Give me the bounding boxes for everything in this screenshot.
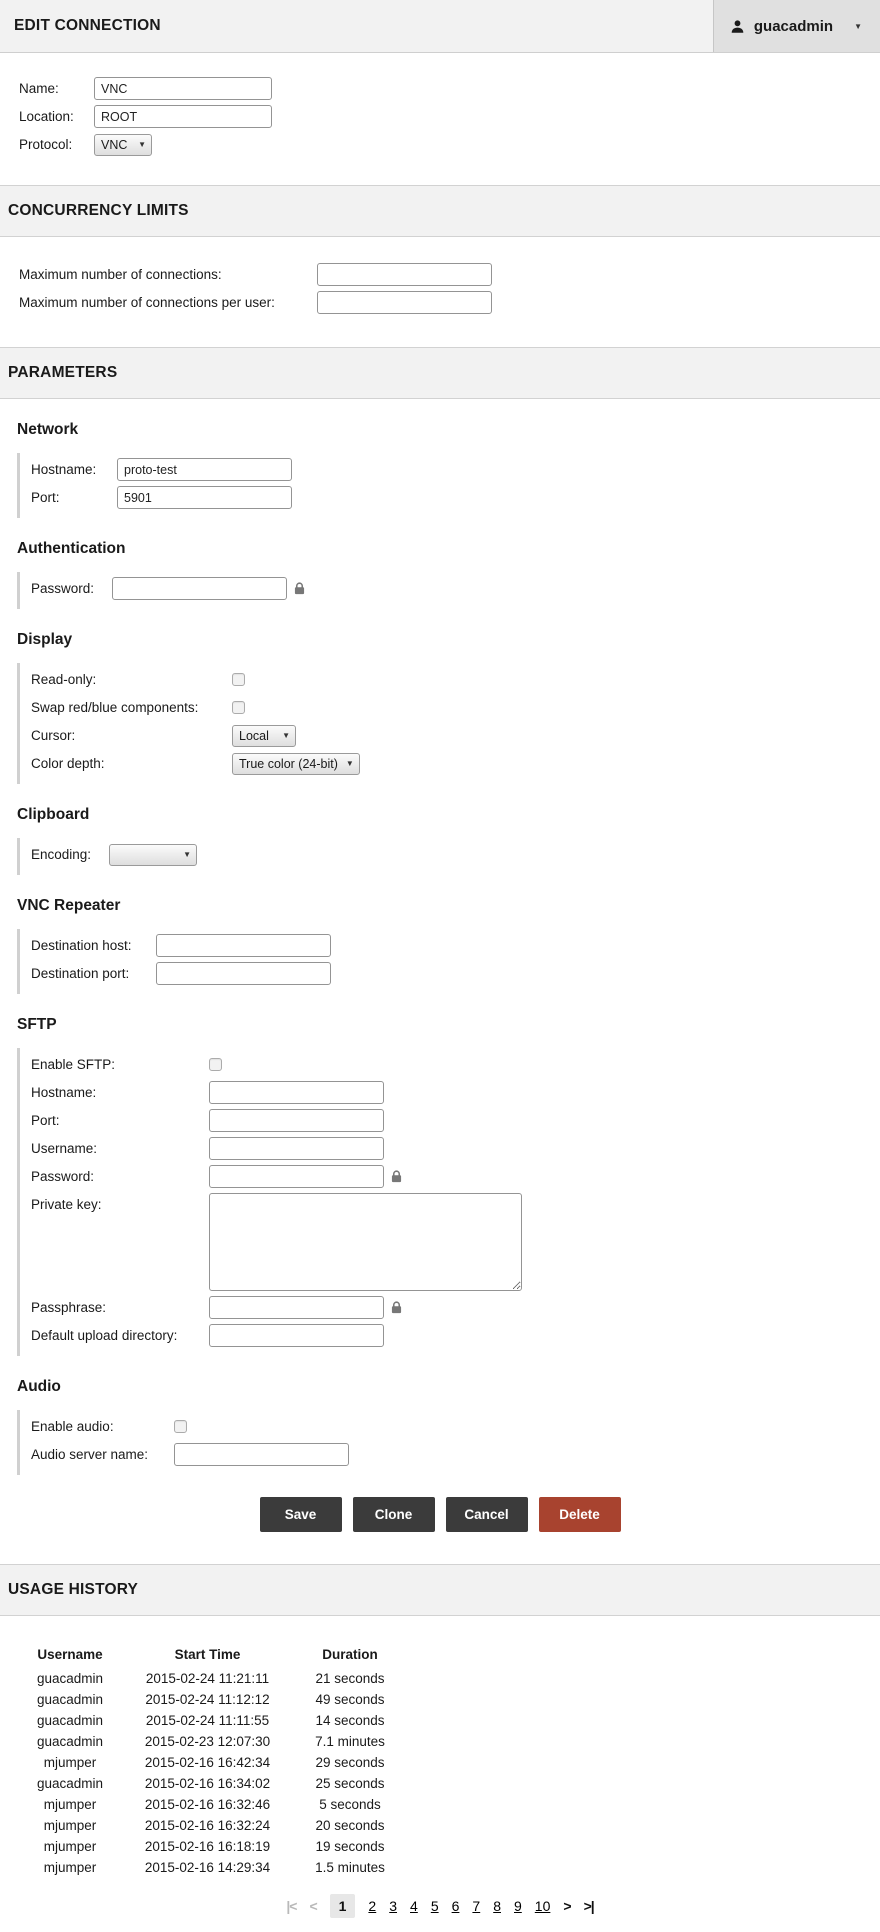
upload-directory-input[interactable]: [209, 1324, 384, 1347]
chevron-down-icon: ▼: [282, 731, 290, 740]
passphrase-input[interactable]: [209, 1296, 384, 1319]
sftp-port-input[interactable]: [209, 1109, 384, 1132]
name-label: Name:: [19, 81, 59, 96]
page-button[interactable]: 10: [534, 1898, 551, 1914]
concurrency-section: [0, 237, 880, 347]
destination-host-label: Destination host:: [31, 938, 132, 953]
color-depth-label: Color depth:: [31, 756, 105, 771]
parameters-section: [0, 421, 880, 1564]
network-heading: Network: [17, 421, 79, 438]
location-row: [19, 105, 880, 128]
first-page-icon[interactable]: |<: [286, 1898, 297, 1914]
cell-duration: 14 seconds: [315, 1713, 385, 1728]
network-fieldset: [17, 453, 880, 518]
pagination: [0, 1894, 880, 1918]
delete-button[interactable]: Delete: [539, 1497, 621, 1532]
cell-duration: 29 seconds: [315, 1755, 385, 1770]
column-header-start-time: Start Time: [174, 1647, 241, 1662]
cell-duration: 7.1 minutes: [315, 1734, 385, 1749]
sftp-username-label: Username:: [31, 1141, 98, 1156]
swap-colors-row: [31, 696, 880, 719]
cell-start-time: 2015-02-16 16:18:19: [144, 1839, 271, 1854]
name-input[interactable]: [94, 77, 272, 100]
table-row: [20, 1752, 405, 1773]
clipboard-heading: Clipboard: [17, 806, 90, 823]
enable-audio-label: Enable audio:: [31, 1419, 114, 1434]
max-connections-row: [19, 263, 880, 286]
swap-colors-checkbox[interactable]: [232, 701, 245, 714]
cancel-button[interactable]: Cancel: [446, 1497, 528, 1532]
page-button[interactable]: 6: [451, 1898, 460, 1914]
vnc-repeater-fieldset: [17, 929, 880, 994]
lock-icon: [294, 582, 305, 595]
connection-attributes: [0, 53, 880, 185]
name-row: [19, 77, 880, 100]
lock-icon: [391, 1301, 402, 1314]
user-menu-label: guacadmin: [753, 17, 834, 35]
table-row: [20, 1710, 405, 1731]
chevron-down-icon: ▼: [345, 759, 354, 768]
table-row: [20, 1731, 405, 1752]
cell-start-time: 2015-02-24 11:21:11: [145, 1671, 270, 1686]
table-header-row: [20, 1644, 405, 1668]
table-row: [20, 1857, 405, 1878]
sftp-hostname-label: Hostname:: [31, 1085, 97, 1100]
upload-directory-label: Default upload directory:: [31, 1328, 178, 1343]
destination-port-label: Destination port:: [31, 966, 130, 981]
caret-down-icon: ▼: [854, 21, 862, 31]
private-key-row: [31, 1193, 880, 1291]
cell-duration: 20 seconds: [315, 1818, 385, 1833]
port-label: Port:: [31, 490, 60, 505]
enable-sftp-row: [31, 1053, 880, 1076]
protocol-select[interactable]: [94, 134, 152, 156]
page-button-current[interactable]: 1: [330, 1894, 356, 1918]
cursor-row: [31, 724, 880, 747]
hostname-label: Hostname:: [31, 462, 97, 477]
upload-directory-row: [31, 1324, 880, 1347]
destination-port-input[interactable]: [156, 962, 331, 985]
protocol-select-value: VNC: [101, 137, 128, 152]
page-button[interactable]: 9: [514, 1898, 522, 1914]
cell-username: mjumper: [43, 1839, 97, 1854]
sftp-hostname-row: [31, 1081, 880, 1104]
sftp-fieldset: [17, 1048, 880, 1356]
cell-duration: 25 seconds: [315, 1776, 385, 1791]
cursor-select-value: Local: [239, 728, 269, 743]
readonly-checkbox[interactable]: [232, 673, 245, 686]
password-label: Password:: [31, 581, 95, 596]
sftp-username-input[interactable]: [209, 1137, 384, 1160]
readonly-label: Read-only:: [31, 672, 97, 687]
cell-username: guacadmin: [36, 1776, 104, 1791]
column-header-username: Username: [37, 1647, 103, 1662]
cell-start-time: 2015-02-16 16:32:46: [144, 1797, 271, 1812]
lock-icon: [391, 1170, 402, 1183]
cell-username: mjumper: [43, 1797, 97, 1812]
page-button[interactable]: 7: [472, 1898, 481, 1914]
destination-port-row: [31, 962, 880, 985]
cell-duration: 19 seconds: [315, 1839, 385, 1854]
encoding-select[interactable]: [109, 844, 197, 866]
sftp-password-input[interactable]: [209, 1165, 384, 1188]
cell-username: mjumper: [43, 1755, 97, 1770]
password-row: [31, 577, 880, 600]
color-depth-row: [31, 752, 880, 775]
clone-button[interactable]: Clone: [353, 1497, 435, 1532]
table-row: [20, 1815, 405, 1836]
app-header: [0, 0, 880, 53]
cell-start-time: 2015-02-16 16:34:02: [144, 1776, 271, 1791]
sftp-port-row: [31, 1109, 880, 1132]
destination-host-input[interactable]: [156, 934, 331, 957]
port-row: [31, 486, 880, 509]
destination-host-row: [31, 934, 880, 957]
sftp-hostname-input[interactable]: [209, 1081, 384, 1104]
cell-username: guacadmin: [36, 1671, 104, 1686]
sftp-username-row: [31, 1137, 880, 1160]
audio-server-input[interactable]: [174, 1443, 349, 1466]
display-fieldset: [17, 663, 880, 784]
page-button[interactable]: 4: [410, 1898, 418, 1914]
audio-server-row: [31, 1443, 880, 1466]
enable-sftp-label: Enable SFTP:: [31, 1057, 116, 1072]
prev-page-icon[interactable]: <: [309, 1898, 317, 1914]
table-row: [20, 1794, 405, 1815]
cell-duration: 5 seconds: [319, 1797, 381, 1812]
save-button[interactable]: Save: [260, 1497, 342, 1532]
cell-username: guacadmin: [36, 1692, 104, 1707]
usage-history-section-header: USAGE HISTORY: [0, 1564, 880, 1616]
private-key-label: Private key:: [31, 1197, 102, 1212]
swap-colors-label: Swap red/blue components:: [31, 700, 199, 715]
authentication-fieldset: [17, 572, 880, 609]
sftp-password-label: Password:: [31, 1169, 95, 1184]
enable-audio-row: [31, 1415, 880, 1438]
clipboard-fieldset: [17, 838, 880, 875]
page-button[interactable]: 8: [493, 1898, 501, 1914]
user-icon: [730, 19, 745, 34]
chevron-down-icon: ▼: [183, 850, 191, 859]
cell-username: guacadmin: [36, 1713, 104, 1728]
encoding-label: Encoding:: [31, 847, 92, 862]
max-connections-input[interactable]: [317, 263, 492, 286]
sftp-heading: SFTP: [17, 1016, 57, 1033]
cell-start-time: 2015-02-24 11:12:12: [145, 1692, 270, 1707]
color-depth-select-value: True color (24-bit): [239, 756, 338, 771]
max-connections-label: Maximum number of connections:: [19, 267, 222, 282]
enable-sftp-checkbox[interactable]: [209, 1058, 222, 1071]
protocol-label: Protocol:: [19, 137, 73, 152]
cell-username: guacadmin: [36, 1734, 104, 1749]
color-depth-select[interactable]: [232, 753, 360, 775]
hostname-input[interactable]: [117, 458, 292, 481]
encoding-row: [31, 843, 880, 866]
cursor-select[interactable]: [232, 725, 296, 747]
cell-start-time: 2015-02-24 11:11:55: [145, 1713, 270, 1728]
passphrase-label: Passphrase:: [31, 1300, 107, 1315]
location-input[interactable]: [94, 105, 272, 128]
audio-server-label: Audio server name:: [31, 1447, 149, 1462]
max-connections-per-user-input[interactable]: [317, 291, 492, 314]
cell-username: mjumper: [43, 1818, 97, 1833]
sftp-port-label: Port:: [31, 1113, 60, 1128]
usage-history-table: [20, 1644, 405, 1878]
cursor-label: Cursor:: [31, 728, 76, 743]
usage-history-section: [0, 1644, 880, 1918]
audio-fieldset: [17, 1410, 880, 1475]
private-key-textarea[interactable]: [209, 1193, 522, 1291]
max-connections-per-user-label: Maximum number of connections per user:: [19, 295, 275, 310]
last-page-icon[interactable]: >|: [583, 1898, 594, 1914]
vnc-repeater-heading: VNC Repeater: [17, 897, 121, 914]
cell-start-time: 2015-02-16 14:29:34: [144, 1860, 271, 1875]
next-page-icon[interactable]: >: [563, 1898, 571, 1914]
page-button[interactable]: 3: [389, 1898, 398, 1914]
cell-start-time: 2015-02-16 16:32:24: [144, 1818, 271, 1833]
location-label: Location:: [19, 109, 74, 124]
passphrase-row: [31, 1296, 880, 1319]
password-input[interactable]: [112, 577, 287, 600]
authentication-heading: Authentication: [17, 540, 126, 557]
column-header-duration: Duration: [322, 1647, 378, 1662]
cell-duration: 49 seconds: [315, 1692, 385, 1707]
table-row: [20, 1668, 405, 1689]
user-menu-button[interactable]: [713, 0, 880, 52]
page-title: EDIT CONNECTION: [14, 17, 161, 34]
max-connections-per-user-row: [19, 291, 880, 314]
cell-start-time: 2015-02-16 16:42:34: [144, 1755, 271, 1770]
cell-start-time: 2015-02-23 12:07:30: [144, 1734, 271, 1749]
table-row: [20, 1773, 405, 1794]
chevron-down-icon: ▼: [138, 140, 146, 149]
cell-duration: 1.5 minutes: [315, 1860, 385, 1875]
readonly-row: [31, 668, 880, 691]
table-row: [20, 1689, 405, 1710]
page-button[interactable]: 2: [368, 1898, 377, 1914]
concurrency-section-header: CONCURRENCY LIMITS: [0, 185, 880, 237]
audio-heading: Audio: [17, 1378, 61, 1395]
display-heading: Display: [17, 631, 73, 648]
protocol-row: [19, 133, 880, 156]
hostname-row: [31, 458, 880, 481]
enable-audio-checkbox[interactable]: [174, 1420, 187, 1433]
table-row: [20, 1836, 405, 1857]
form-actions: [0, 1497, 880, 1532]
parameters-section-header: PARAMETERS: [0, 347, 880, 399]
cell-duration: 21 seconds: [315, 1671, 385, 1686]
port-input[interactable]: [117, 486, 292, 509]
page-button[interactable]: 5: [430, 1898, 439, 1914]
cell-username: mjumper: [43, 1860, 97, 1875]
sftp-password-row: [31, 1165, 880, 1188]
